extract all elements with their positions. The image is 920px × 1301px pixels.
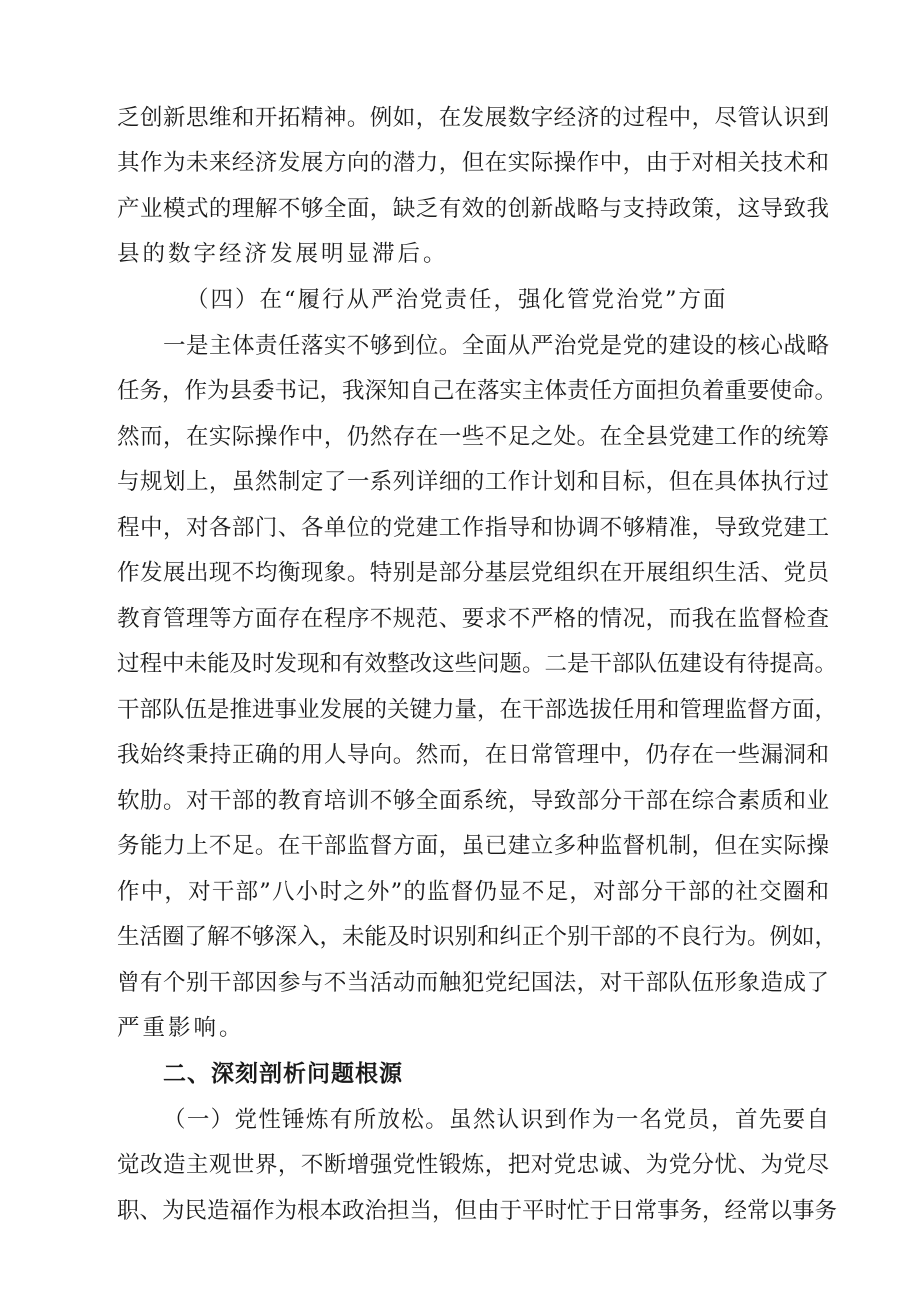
paragraph-line: 作发展出现不均衡现象。特别是部分基层党组织在开展组织生活、党员 <box>117 560 829 586</box>
paragraph-line: 与规划上，虽然制定了一系列详细的工作计划和目标，但在具体执行过 <box>117 469 829 495</box>
paragraph-line: 觉改造主观世界，不断增强党性锻炼，把对党忠诚、为党分忧、为党尽 <box>117 1152 829 1178</box>
paragraph-line: 教育管理等方面存在程序不规范、要求不严格的情况，而我在监督检查 <box>117 606 829 632</box>
paragraph-line: （一）党性锤炼有所放松。虽然认识到作为一名党员，首先要自 <box>163 1107 829 1133</box>
paragraph-line: 其作为未来经济发展方向的潜力，但在实际操作中，由于对相关技术和 <box>117 150 829 176</box>
paragraph-line: 程中，对各部门、各单位的党建工作指导和协调不够精准，导致党建工 <box>117 515 829 541</box>
paragraph-line: 干部队伍是推进事业发展的关键力量，在干部选拔任用和管理监督方面， <box>117 697 838 723</box>
paragraph-line: 一是主体责任落实不够到位。全面从严治党是党的建设的核心战略 <box>163 333 829 359</box>
paragraph-line: 过程中未能及时发现和有效整改这些问题。二是干部队伍建设有待提高。 <box>117 651 838 677</box>
paragraph-line: 产业模式的理解不够全面，缺乏有效的创新战略与支持政策，这导致我 <box>117 196 829 222</box>
paragraph-line: 职、为民造福作为根本政治担当，但由于平时忙于日常事务，经常以事务 <box>117 1198 838 1224</box>
section-heading: 二、深刻剖析问题根源 <box>163 1061 403 1087</box>
paragraph-line: 任务，作为县委书记，我深知自己在落实主体责任方面担负着重要使命。 <box>117 378 838 404</box>
paragraph-line: 县的数字经济发展明显滞后。 <box>117 241 449 267</box>
paragraph-line: 我始终秉持正确的用人导向。然而，在日常管理中，仍存在一些漏洞和 <box>117 742 829 768</box>
paragraph-line: 作中，对干部”八小时之外”的监督仍显不足，对部分干部的社交圈和 <box>117 879 829 905</box>
paragraph-line: 曾有个别干部因参与不当活动而触犯党纪国法，对干部队伍形象造成了 <box>117 970 829 996</box>
section-subheading: （四）在“履行从严治党责任，强化管党治党”方面 <box>186 287 728 313</box>
paragraph-line: 务能力上不足。在干部监督方面，虽已建立多种监督机制，但在实际操 <box>117 833 829 859</box>
paragraph-line: 严重影响。 <box>117 1015 245 1041</box>
paragraph-line: 然而，在实际操作中，仍然存在一些不足之处。在全县党建工作的统筹 <box>117 424 829 450</box>
paragraph-line: 软肋。对干部的教育培训不够全面系统，导致部分干部在综合素质和业 <box>117 788 829 814</box>
paragraph-line: 乏创新思维和开拓精神。例如，在发展数字经济的过程中，尽管认识到 <box>117 105 829 131</box>
paragraph-line: 生活圈了解不够深入，未能及时识别和纠正个别干部的不良行为。例如， <box>117 924 838 950</box>
